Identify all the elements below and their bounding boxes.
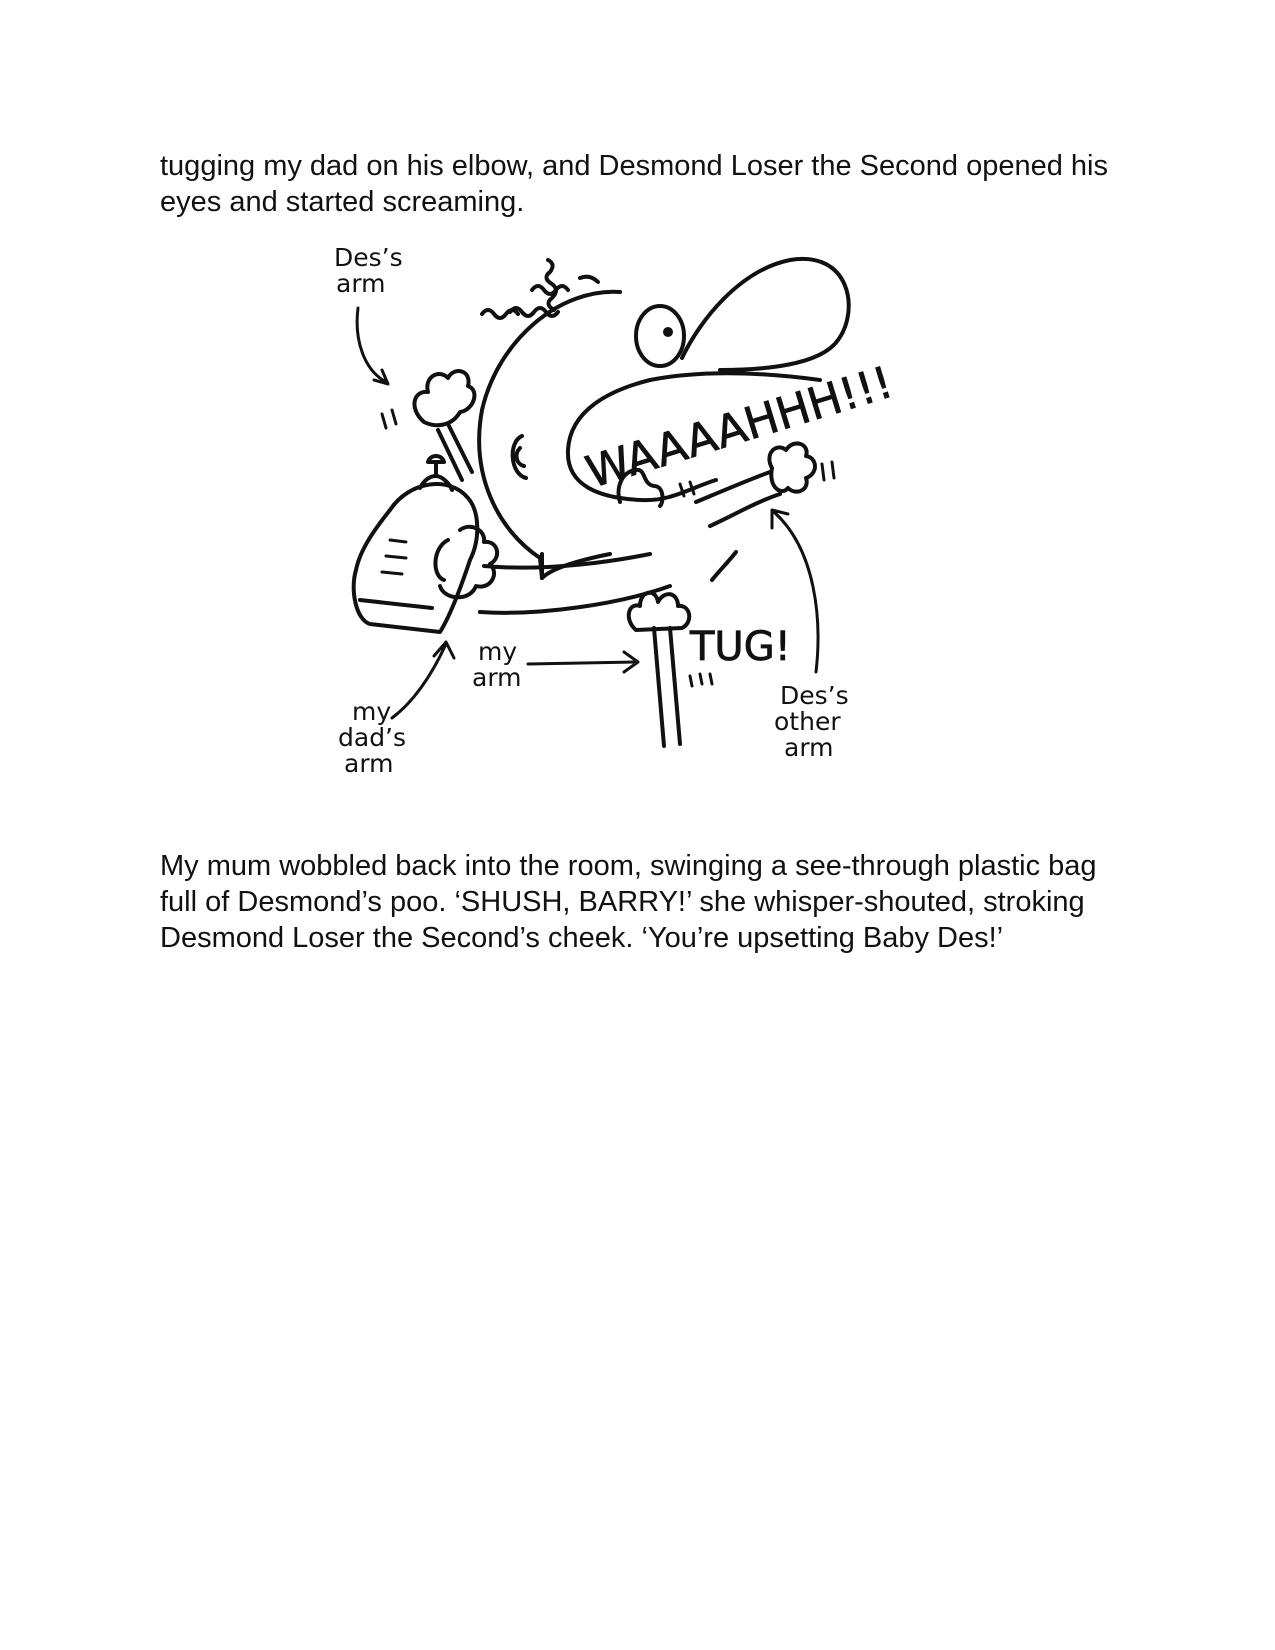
tug-text: TUG! (690, 624, 791, 670)
arrow-my-arm (528, 652, 638, 672)
scream-text: WAAAAHHH!!! (580, 356, 899, 499)
head-outline (479, 292, 620, 558)
paragraph-mum-returns: My mum wobbled back into the room, swinging a see-through plastic bag full of Desmond’s poo. ‘SHUSH, BARRY!’ she whisper-shouted, stroking Desmond Loser the Second’s cheek. ‘You’re upsetting Baby Des!’ (160, 850, 1097, 954)
label-des-arm-2: arm (336, 269, 386, 298)
label-dad-arm-3: arm (344, 749, 394, 778)
label-my-arm-2: arm (472, 663, 522, 692)
label-other-arm-1: Des’s (780, 681, 849, 710)
label-dad-arm-1: my (352, 697, 392, 726)
paragraph-opening: tugging my dad on his elbow, and Desmond Loser the Second opened his eyes and started screaming. (160, 150, 1108, 218)
eye (636, 306, 684, 366)
label-other-arm-2: other (774, 707, 841, 736)
label-des-arm-1: Des’s (334, 243, 403, 272)
arrow-des-arm (357, 308, 388, 384)
nose-outline (682, 259, 849, 370)
arrow-dad-arm (392, 642, 454, 718)
dad-arm-line (484, 554, 650, 568)
ear (513, 436, 526, 478)
baby-des-screaming-illustration (320, 240, 940, 820)
label-my-arm-1: my (478, 637, 518, 666)
label-dad-arm-2: dad’s (338, 723, 407, 752)
baby-bottle (354, 456, 478, 632)
label-other-arm-3: arm (784, 733, 834, 762)
hair-squiggles (482, 260, 598, 318)
